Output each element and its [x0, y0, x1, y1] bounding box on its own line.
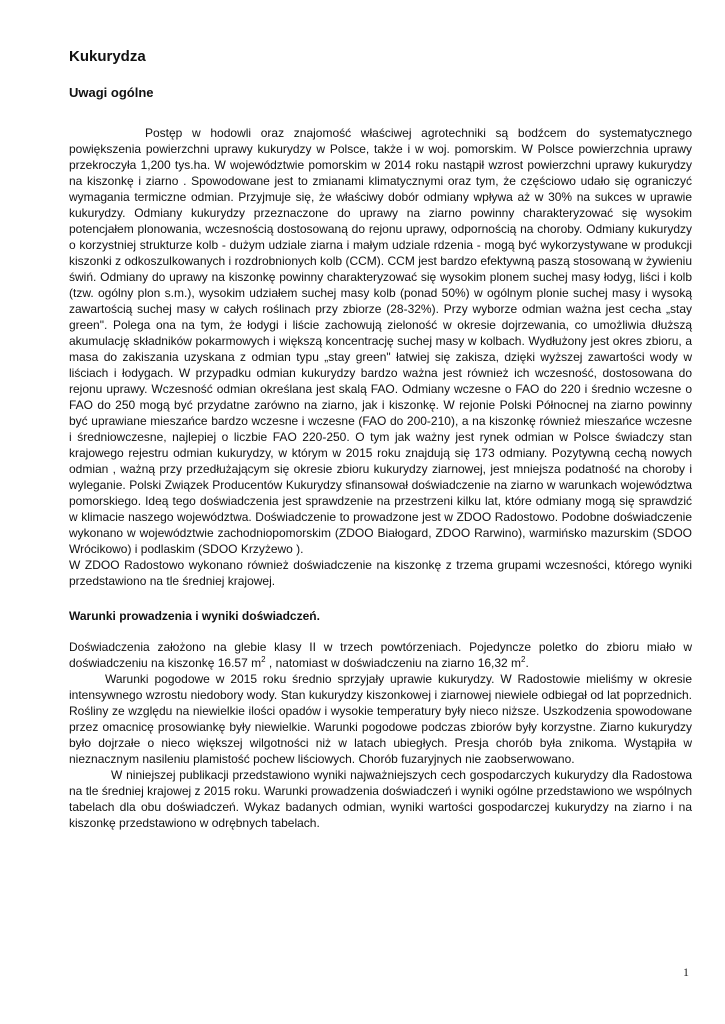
paragraph-publication: W niniejszej publikacji przedstawiono wyniki najważniejszych cech gospodarczych kukurydzy dla Radostowa na tle średniej krajowej z 2015 roku. Warunki prowadzenia doświadczeń i wyniki ogólne przedstawiono we wspólnych tabelach dla obu doświadczeń. Wykaz badanych odmian, wyniki wartości gospodarczej kukurydzy na ziarno i na kiszonkę przedstawiono w odrębnych tabelach. [69, 768, 692, 830]
paragraph-experiment-setup: Doświadczenia założono na glebie klasy II w trzech powtórzeniach. Pojedyncze poletko do zbioru miało w doświadczeniu na kiszonkę 16.57 $m^2$ , natomiast w doświadczeniu na ziarno 16,32 $m^2$. [69, 640, 692, 670]
section-heading-general: Uwagi ogólne [69, 85, 154, 100]
document-page [69, 46, 692, 831]
paragraph-intro: Postęp w hodowli oraz znajomość właściwej agrotechniki są bodźcem do systematycznego powiększenia powierzchni uprawy kukurydzy w Polsce, także i w woj. pomorskim. W Polsce powierzchnia uprawy przekroczyła 1,200 tys.ha. W województwie pomorskim w 2014 roku nastąpił wzrost powierzchni uprawy kukurydzy na kiszonkę i ziarno . Spowodowane jest to zmianami klimatycznymi oraz tym, że częściowo udało się ograniczyć wymagania termiczne odmian. Przyjmuje się, że właściwy dobór odmiany wpływa aż w 30% na sukces w uprawie kukurydzy. Odmiany kukurydzy przeznaczone do uprawy na ziarno powinny charakteryzować się wysokim potencjałem plonowania, wczesnością dostosowaną do rejonu uprawy, odpornością na choroby. Odmiany kukurydzy o korzystniej strukturze kolb - dużym udziale ziarna i małym udziale rdzenia - mogą być wykorzystywane w produkcji kiszonki z odkoszulkowanych i rozdrobnionych kolb (CCM). CCM jest bardzo efektywną paszą stosowaną w żywieniu świń. Odmiany do uprawy na kiszonkę powinny charakteryzować się wysokim plonem suchej masy łodyg, liści i kolb (tzw. ogólny plon s.m.), wysokim udziałem suchej masy kolb (ponad 50%) w ogólnym plonie suchej masy i wysoką zawartością suchej masy w całych roślinach przy zbiorze (28-32%). Przy wyborze odmian ważna jest cecha „stay green". Polega ona na tym, że łodygi i liście zachowują zieloność w okresie dojrzewania, co umożliwia dłuższą akumulację składników pokarmowych i większą koncentrację suchej masy w kolbach. Wydłużony jest okres zbioru, a masa do zakiszania uzyskana z odmian typu „stay green" łatwiej się zakisza, dzięki wyższej zawartości wody w liściach i łodygach. W przypadku odmian kukurydzy bardzo ważna jest również ich wczesność, dostosowana do rejonu uprawy. Wczesność odmian określana jest skalą FAO. Odmiany wczesne o FAO do 220 i średnio wczesne o FAO do 250 mogą być przydatne zarówno na ziarno, jak i kiszonkę. W rejonie Polski Północnej na ziarno powinny być uprawiane mieszańce bardzo wczesne i wczesne (FAO do 200-210), a na kiszonkę również mieszańce wczesne i średniowczesne, najlepiej o liczbie FAO 220-250. O tym jak ważny jest rynek odmian w Polsce świadczy stan krajowego rejestru odmian kukurydzy, w którym w 2015 roku znajdują się 173 odmiany. Pozytywną cechą nowych odmian , ważną przy przedłużającym się okresie zbioru kukurydzy ziarnowej, jest mniejsza podatność na choroby i wyleganie. Polski Związek Producentów Kukurydzy sfinansował doświadczenie na ziarno w warunkach województwa pomorskiego. Ideą tego doświadczenia jest sprawdzenie na przestrzeni kilku lat, które odmiany mogą się sprawdzić w klimacie naszego województwa. Doświadczenie to prowadzone jest w ZDOO Radostowo. Podobne doświadczenie wykonano w województwie zachodniopomorskim (ZDOO Białogard, ZDOO Rarwino), warmińsko mazurskim (SDOO Wrócikowo) i podlaskim (SDOO Krzyżewo ). [69, 126, 692, 556]
paragraph-weather: Warunki pogodowe w 2015 roku średnio sprzyjały uprawie kukurydzy. W Radostowie mieliśmy w okresie intensywnego wzrostu niedobory wody. Stan kukurydzy kiszonkowej i ziarnowej niewiele odbiegał od lat poprzednich. Rośliny ze względu na niewielkie ilości opadów i wysokie temperatury były nieco niższe. Uszkodzenia spowodowane przez omacnicę prosowiankę były niewielkie. Warunki pogodowe podczas zbiorów były korzystne. Ziarno kukurydzy było dojrzałe o nieco większej wilgotności niż w latach ubiegłych. Presja chorób była znikoma. Wystąpiła w nieznacznym nasileniu plamistość pochew liściowych. Chorób fuzaryjnych nie zaobserwowano. [69, 672, 692, 766]
page-number: 1 [683, 965, 689, 979]
paragraph-radostowo-silage: W ZDOO Radostowo wykonano również doświadczenie na kiszonkę z trzema grupami wczesności, którego wyniki przedstawiono na tle średniej krajowej. [69, 558, 692, 588]
section-heading-conditions: Warunki prowadzenia i wyniki doświadczeń. [69, 609, 320, 623]
document-title: Kukurydza [69, 48, 146, 65]
